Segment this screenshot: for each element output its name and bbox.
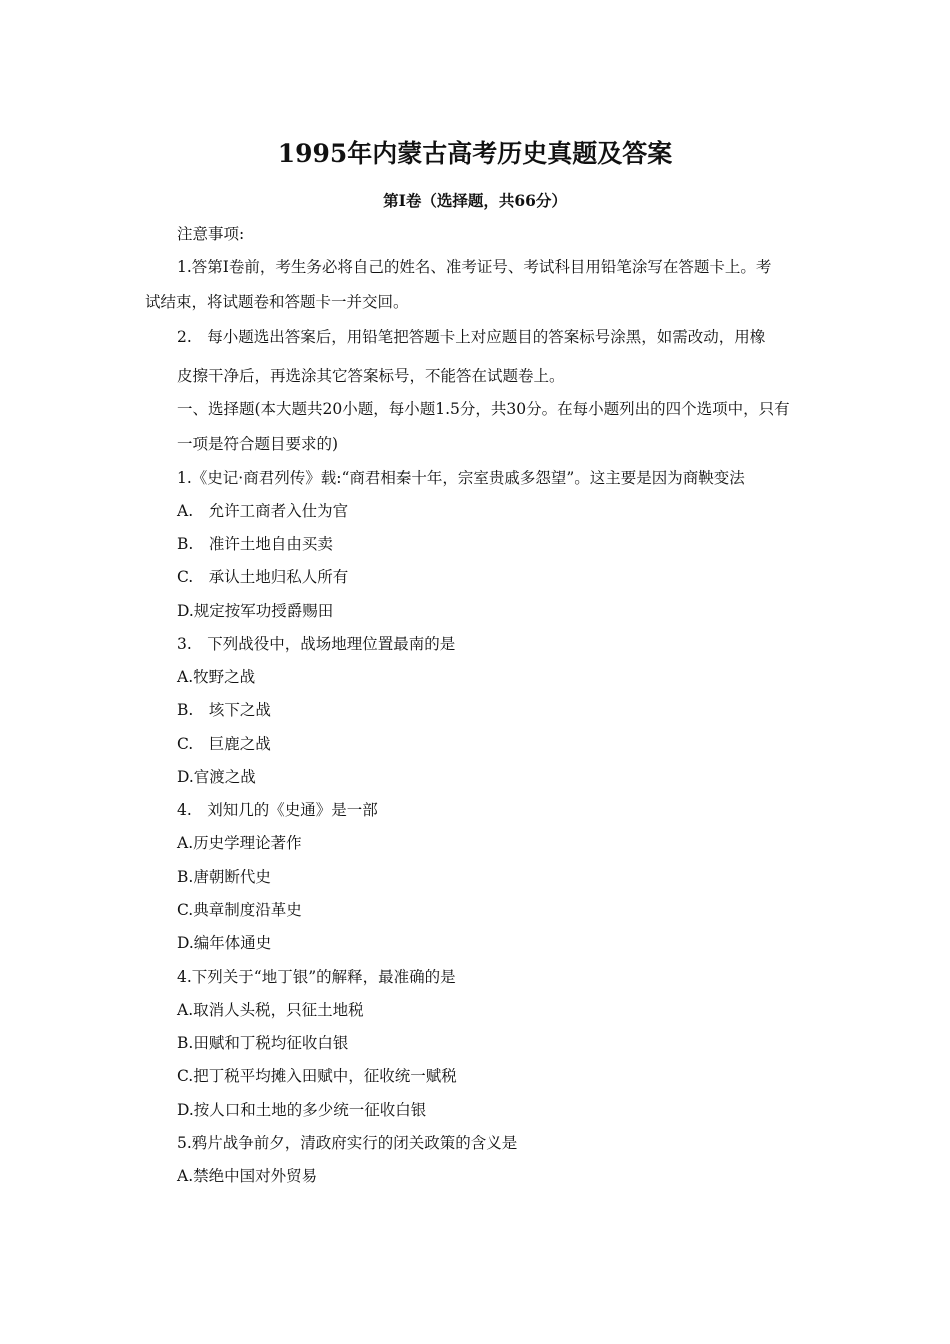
notice-heading: 注意事项: bbox=[177, 225, 245, 243]
question-stem: 4.下列关于“地丁银”的解释，最准确的是 bbox=[177, 968, 456, 986]
question-option: D.官渡之战 bbox=[177, 768, 256, 786]
note-2-line-1: 2. 每小题选出答案后，用铅笔把答题卡上对应题目的答案标号涂黑，如需改动，用橡 bbox=[177, 328, 766, 346]
question-option: B.田赋和丁税均征收白银 bbox=[177, 1034, 349, 1052]
question-option: A.禁绝中国对外贸易 bbox=[177, 1167, 318, 1185]
question-option: A.历史学理论著作 bbox=[177, 834, 302, 852]
note-2-line-2: 皮擦干净后，再选涂其它答案标号，不能答在试题卷上。 bbox=[177, 367, 565, 385]
question-option: A. 允许工商者入仕为官 bbox=[177, 502, 349, 520]
question-option: C.典章制度沿革史 bbox=[177, 901, 302, 919]
question-stem: 1.《史记·商君列传》载:“商君相秦十年，宗室贵戚多怨望”。这主要是因为商鞅变法 bbox=[177, 469, 745, 487]
question-option: B. 垓下之战 bbox=[177, 701, 271, 719]
question-option: B. 准许土地自由买卖 bbox=[177, 535, 333, 553]
question-option: A.取消人头税，只征土地税 bbox=[177, 1001, 364, 1019]
section-subtitle: 第Ⅰ卷（选择题，共66分） bbox=[383, 191, 567, 210]
question-option: D.编年体通史 bbox=[177, 934, 272, 952]
question-stem: 5.鸦片战争前夕，清政府实行的闭关政策的含义是 bbox=[177, 1134, 518, 1152]
question-option: D.规定按军功授爵赐田 bbox=[177, 602, 334, 620]
question-stem: 4. 刘知几的《史通》是一部 bbox=[177, 801, 378, 819]
question-option: D.按人口和土地的多少统一征收白银 bbox=[177, 1101, 427, 1119]
question-option: B.唐朝断代史 bbox=[177, 868, 271, 886]
question-option: C. 承认土地归私人所有 bbox=[177, 568, 349, 586]
question-option: C. 巨鹿之战 bbox=[177, 735, 271, 753]
section-instruction-line-1: 一、选择题(本大题共20小题，每小题1.5分，共30分。在每小题列出的四个选项中，只有 bbox=[177, 400, 790, 418]
question-option: C.把丁税平均摊入田赋中，征收统一赋税 bbox=[177, 1067, 457, 1085]
section-instruction-line-2: 一项是符合题目要求的) bbox=[177, 435, 339, 453]
page-title: 1995年内蒙古高考历史真题及答案 bbox=[277, 139, 673, 168]
question-stem: 3. 下列战役中，战场地理位置最南的是 bbox=[177, 635, 456, 653]
note-1-line-1: 1.答第Ⅰ卷前，考生务必将自己的姓名、准考证号、考试科目用铅笔涂写在答题卡上。考 bbox=[177, 258, 772, 276]
question-option: A.牧野之战 bbox=[177, 668, 256, 686]
note-1-line-2: 试结束，将试题卷和答题卡一并交回。 bbox=[145, 293, 409, 311]
